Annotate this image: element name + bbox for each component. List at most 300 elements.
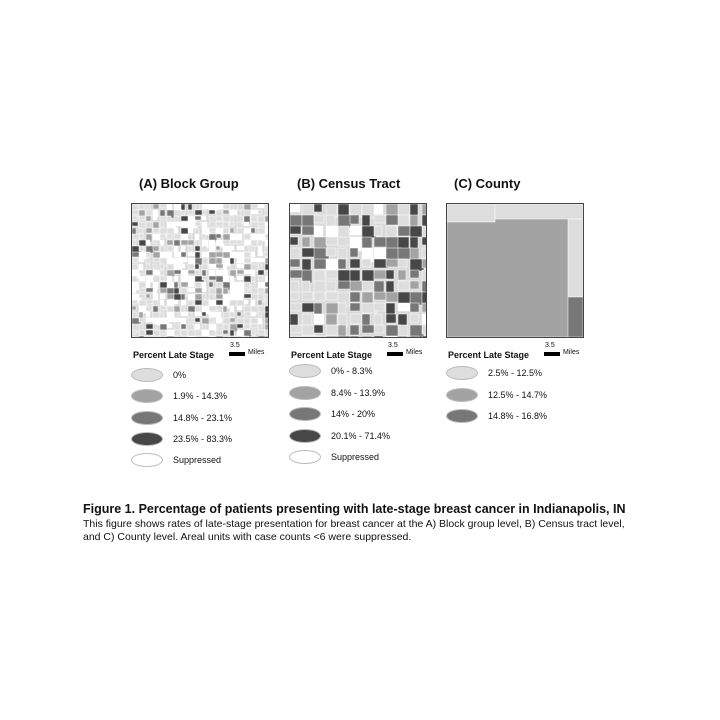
block-group-unit: [258, 318, 262, 324]
legend-swatch: [289, 450, 321, 464]
block-group-unit: [202, 330, 209, 336]
block-group-unit: [237, 222, 242, 228]
figure-caption: [83, 502, 643, 544]
legend-swatch: [446, 388, 478, 402]
census-tract-unit: [422, 226, 426, 238]
block-group-unit: [153, 330, 160, 336]
block-group-unit: [139, 228, 143, 234]
block-group-unit: [265, 270, 268, 274]
census-tract-unit: [338, 248, 347, 259]
census-tract-unit: [326, 237, 338, 245]
panel-title: (B) Census Tract: [297, 176, 401, 191]
county-unit-south-east: [568, 297, 583, 337]
block-group-unit: [132, 288, 136, 293]
block-group-unit: [209, 330, 215, 336]
block-group-unit: [160, 270, 164, 275]
legend-swatch: [131, 453, 163, 467]
block-group-unit: [244, 246, 249, 252]
census-tract-unit: [290, 204, 300, 212]
block-group-unit: [132, 222, 138, 226]
block-group-unit: [139, 234, 144, 238]
block-group-unit: [223, 210, 229, 214]
census-tract-unit: [350, 303, 360, 311]
block-group-unit: [139, 204, 144, 210]
block-group-unit: [153, 246, 159, 251]
block-group-unit: [139, 276, 145, 281]
block-group-unit: [167, 246, 174, 251]
block-group-unit: [160, 204, 167, 208]
block-group-unit: [160, 336, 167, 337]
block-group-unit: [160, 264, 164, 269]
block-group-unit: [216, 294, 223, 299]
block-group-unit: [160, 276, 165, 281]
census-tract-unit: [326, 292, 339, 300]
census-tract-unit: [314, 281, 326, 293]
block-group-unit: [181, 330, 187, 336]
block-group-choropleth: [132, 204, 268, 337]
block-group-unit: [223, 324, 229, 330]
census-tract-unit: [326, 281, 336, 291]
scale-bar: [229, 342, 289, 362]
block-group-unit: [160, 222, 164, 227]
census-tract-unit: [410, 336, 419, 337]
block-group-unit: [139, 216, 145, 220]
legend-swatch: [131, 389, 163, 403]
legend-label: 1.9% - 14.3%: [173, 391, 228, 401]
block-group-unit: [202, 210, 206, 215]
block-group-unit: [258, 246, 262, 252]
block-group-unit: [202, 294, 206, 299]
census-tract-unit: [290, 314, 298, 326]
block-group-unit: [181, 234, 188, 240]
census-tract-unit: [374, 270, 387, 279]
census-tract-unit: [326, 226, 338, 238]
block-group-unit: [230, 312, 234, 317]
census-tract-unit: [386, 270, 394, 279]
scale-unit: Miles: [406, 349, 423, 356]
block-group-unit: [146, 258, 150, 264]
block-group-unit: [209, 336, 215, 337]
legend-label: 8.4% - 13.9%: [331, 388, 386, 398]
block-group-unit: [230, 336, 236, 337]
block-group-unit: [230, 246, 234, 250]
census-tract-unit: [422, 204, 426, 215]
block-group-unit: [265, 324, 268, 330]
scale-bar: [387, 342, 447, 362]
block-group-unit: [174, 276, 178, 281]
census-tract-unit: [314, 314, 324, 324]
county-choropleth: [447, 204, 583, 337]
block-group-unit: [209, 312, 216, 317]
census-tract-unit: [386, 303, 395, 314]
block-group-unit: [146, 312, 150, 317]
census-tract-unit: [410, 281, 419, 289]
block-group-unit: [174, 288, 179, 294]
legend-label: Suppressed: [173, 455, 222, 465]
block-group-unit: [223, 276, 229, 282]
block-group-unit: [258, 270, 264, 275]
county-unit-main: [447, 204, 583, 337]
block-group-unit: [265, 300, 268, 306]
census-tract-unit: [422, 314, 426, 324]
census-tract-unit: [302, 281, 310, 292]
block-group-unit: [174, 234, 181, 239]
block-group-unit: [230, 228, 234, 233]
census-tract-unit: [422, 270, 426, 282]
block-group-unit: [174, 330, 180, 335]
legend-item: [289, 364, 449, 380]
legend-swatch: [131, 411, 163, 425]
block-group-unit: [160, 234, 166, 238]
block-group-unit: [251, 312, 256, 316]
block-group-unit: [223, 330, 228, 334]
block-group-unit: [202, 216, 206, 220]
census-tract-unit: [422, 237, 426, 245]
block-group-unit: [258, 312, 262, 316]
block-group-unit: [216, 234, 221, 238]
census-tract-unit: [302, 259, 311, 271]
block-group-unit: [265, 336, 268, 337]
census-tract-unit: [350, 336, 359, 337]
legend-swatch: [446, 409, 478, 423]
scale-bar-line: [229, 352, 245, 356]
block-group-unit: [237, 240, 242, 244]
census-tract-unit: [398, 237, 409, 249]
census-tract-unit: [350, 292, 360, 302]
census-tract-unit: [422, 303, 426, 312]
block-group-unit: [153, 270, 160, 275]
census-tract-unit: [374, 325, 384, 333]
block-group-unit: [258, 288, 264, 292]
block-group-unit: [251, 216, 257, 222]
census-tract-unit: [350, 259, 360, 268]
block-group-unit: [153, 234, 160, 240]
census-tract-unit: [374, 303, 385, 311]
legend-label: 14.8% - 23.1%: [173, 413, 233, 423]
block-group-unit: [258, 204, 264, 208]
census-tract-unit: [374, 292, 386, 300]
block-group-unit: [265, 282, 268, 287]
block-group-unit: [216, 300, 223, 305]
block-group-unit: [195, 246, 200, 251]
block-group-unit: [153, 216, 157, 220]
block-group-unit: [223, 228, 229, 234]
block-group-unit: [146, 240, 150, 245]
block-group-unit: [216, 312, 221, 318]
block-group-unit: [132, 306, 136, 310]
legend-title: Percent Late Stage: [291, 350, 373, 360]
block-group-unit: [223, 270, 228, 276]
census-tract-unit: [302, 325, 315, 335]
county-unit-east: [568, 219, 583, 297]
block-group-unit: [237, 276, 243, 280]
block-group-unit: [209, 318, 214, 323]
census-tract-unit: [314, 303, 322, 314]
block-group-unit: [202, 336, 208, 337]
scale-value: 3.5: [388, 342, 398, 349]
census-tract-unit: [398, 281, 410, 290]
block-group-unit: [265, 228, 268, 234]
block-group-unit: [181, 258, 187, 262]
legend-item: [131, 368, 291, 384]
block-group-unit: [132, 216, 138, 220]
block-group-unit: [146, 228, 152, 233]
block-group-unit: [146, 294, 150, 298]
block-group-unit: [258, 252, 263, 256]
block-group-unit: [160, 330, 166, 334]
block-group-unit: [188, 210, 193, 215]
census-tract-unit: [422, 325, 426, 334]
block-group-unit: [139, 336, 144, 337]
block-group-unit: [160, 306, 166, 310]
block-group-unit: [251, 330, 256, 335]
block-group-unit: [181, 246, 185, 252]
legend-item: [446, 388, 606, 404]
block-group-unit: [244, 204, 251, 210]
census-tract-unit: [362, 292, 373, 303]
block-group-unit: [139, 294, 145, 298]
panel-title: (A) Block Group: [139, 176, 239, 191]
block-group-unit: [188, 228, 193, 233]
block-group-unit: [195, 300, 202, 305]
block-group-unit: [251, 228, 255, 233]
census-tract-unit: [338, 303, 346, 314]
block-group-unit: [251, 282, 255, 286]
block-group-unit: [181, 222, 188, 227]
block-group-unit: [195, 264, 199, 269]
block-group-unit: [223, 264, 227, 270]
block-group-unit: [188, 204, 192, 210]
block-group-unit: [139, 258, 144, 262]
block-group-unit: [132, 300, 138, 304]
block-group-unit: [265, 222, 268, 227]
block-group-unit: [244, 324, 250, 329]
legend-label: 2.5% - 12.5%: [488, 368, 543, 378]
county-map: [446, 203, 584, 338]
census-tract-unit: [362, 259, 371, 267]
census-tract-unit: [326, 314, 337, 325]
block-group-unit: [237, 324, 243, 328]
legend-label: 12.5% - 14.7%: [488, 390, 548, 400]
block-group-unit: [251, 246, 255, 251]
scale-unit: Miles: [248, 349, 265, 356]
block-group-unit: [146, 252, 150, 257]
census-tract-unit: [410, 303, 419, 312]
census-tract-unit: [338, 336, 350, 337]
block-group-unit: [153, 324, 157, 330]
legend-swatch: [289, 386, 321, 400]
census-tract-unit: [386, 314, 396, 323]
block-group-unit: [202, 312, 206, 316]
block-group-unit: [167, 216, 171, 222]
block-group-unit: [146, 216, 151, 221]
block-group-unit: [216, 318, 222, 323]
census-tract-unit: [398, 336, 407, 337]
block-group-unit: [167, 234, 172, 239]
block-group-unit: [244, 336, 249, 337]
legend-item: [131, 453, 291, 469]
block-group-unit: [139, 246, 144, 251]
census-tract-unit: [386, 336, 397, 337]
block-group-unit: [181, 324, 186, 329]
block-group-unit: [258, 210, 262, 214]
block-group-unit: [251, 252, 255, 257]
block-group-unit: [216, 216, 222, 221]
census-tract-map: [289, 203, 427, 338]
block-group-unit: [160, 216, 167, 220]
caption-body: This figure shows rates of late-stage presentation for breast cancer at the A) Block group level, B) Census tract level, and C) County level. Areal units with case counts <6 were suppressed.: [83, 518, 625, 543]
block-group-unit: [174, 204, 181, 210]
census-tract-unit: [398, 226, 410, 236]
census-tract-unit: [290, 281, 299, 293]
block-group-unit: [265, 318, 268, 324]
block-group-unit: [146, 306, 152, 311]
block-group-unit: [132, 240, 136, 245]
legend-item: [131, 389, 291, 405]
census-tract-unit: [314, 215, 324, 223]
scale-value: 3.5: [545, 342, 555, 349]
block-group-unit: [223, 336, 230, 337]
block-group-unit: [153, 204, 159, 209]
scale-bar-line: [544, 352, 560, 356]
block-group-unit: [139, 240, 146, 246]
legend-item: [131, 432, 291, 448]
census-tract-unit: [326, 303, 339, 314]
block-group-unit: [188, 282, 194, 287]
block-group-map: [131, 203, 269, 338]
caption-title: Figure 1. Percentage of patients presenting with late-stage breast cancer in Indianapolis, IN: [83, 502, 626, 516]
legend-swatch: [131, 368, 163, 382]
legend-item: [289, 429, 449, 445]
block-group-unit: [167, 324, 172, 328]
legend-item: [446, 366, 606, 382]
census-tract-unit: [314, 226, 323, 238]
legend-label: 0%: [173, 370, 187, 380]
block-group-unit: [209, 240, 215, 246]
legend-label: 20.1% - 71.4%: [331, 431, 391, 441]
block-group-unit: [132, 336, 136, 337]
block-group-unit: [153, 258, 160, 262]
block-group-unit: [230, 330, 234, 336]
census-tract-unit: [338, 259, 346, 269]
census-tract-unit: [338, 281, 351, 289]
block-group-unit: [251, 336, 255, 337]
census-tract-unit: [314, 336, 327, 337]
census-tract-unit: [410, 270, 419, 278]
block-group-unit: [237, 306, 242, 310]
block-group-unit: [174, 324, 180, 330]
legend-swatch: [289, 364, 321, 378]
legend-item: [289, 407, 449, 423]
block-group-unit: [244, 228, 251, 233]
block-group-unit: [181, 264, 185, 268]
scale-unit: Miles: [563, 349, 580, 356]
block-group-unit: [258, 300, 262, 305]
block-group-unit: [174, 300, 178, 304]
block-group-unit: [237, 312, 241, 316]
block-group-unit: [265, 252, 268, 257]
legend-item: [289, 450, 449, 466]
block-group-unit: [195, 204, 200, 210]
block-group-unit: [139, 210, 145, 216]
census-tract-unit: [314, 325, 323, 333]
census-tract-unit: [302, 237, 310, 247]
census-tract-unit: [290, 237, 298, 245]
block-group-unit: [188, 336, 195, 337]
block-group-unit: [160, 324, 167, 330]
block-group-unit: [244, 234, 251, 239]
legend-label: 0% - 8.3%: [331, 366, 373, 376]
block-group-unit: [188, 240, 194, 245]
block-group-unit: [244, 252, 250, 258]
block-group-unit: [216, 330, 223, 335]
legend-swatch: [289, 429, 321, 443]
census-tract-unit: [338, 226, 349, 238]
block-group-unit: [195, 216, 201, 220]
block-group-unit: [265, 276, 268, 282]
block-group-unit: [258, 276, 263, 280]
block-group-unit: [202, 264, 208, 270]
block-group-unit: [174, 312, 179, 318]
census-tract-unit: [290, 259, 300, 267]
block-group-unit: [188, 270, 195, 274]
scale-value: 3.5: [230, 342, 240, 349]
county-unit-north-west: [447, 204, 495, 222]
block-group-unit: [160, 294, 165, 299]
legend-label: 14% - 20%: [331, 409, 376, 419]
block-group-unit: [216, 270, 223, 275]
block-group-unit: [153, 240, 157, 244]
block-group-unit: [167, 330, 174, 336]
census-tract-unit: [326, 248, 336, 256]
block-group-unit: [244, 300, 248, 304]
block-group-unit: [188, 318, 195, 322]
census-tract-unit: [350, 248, 358, 257]
census-tract-unit: [422, 336, 426, 337]
census-tract-unit: [314, 270, 325, 282]
block-group-unit: [265, 288, 268, 294]
block-group-unit: [174, 228, 178, 233]
block-group-unit: [251, 276, 255, 282]
block-group-unit: [209, 228, 216, 232]
panel-title: (C) County: [454, 176, 521, 191]
block-group-unit: [209, 216, 214, 220]
census-tract-unit: [398, 270, 406, 280]
legend-item: [289, 386, 449, 402]
block-group-unit: [230, 222, 234, 226]
census-tract-unit: [386, 259, 399, 267]
census-tract-unit: [314, 292, 325, 301]
block-group-unit: [202, 234, 206, 239]
block-group-unit: [174, 336, 178, 337]
census-tract-unit: [326, 270, 339, 279]
legend-item: [131, 411, 291, 427]
block-group-unit: [146, 210, 152, 216]
legend-label: 23.5% - 83.3%: [173, 434, 233, 444]
census-tract-unit: [302, 292, 313, 300]
block-group-unit: [265, 234, 268, 238]
block-group-unit: [202, 288, 206, 292]
scale-bar: [544, 342, 604, 362]
block-group-unit: [251, 324, 258, 328]
block-group-unit: [181, 252, 186, 257]
block-group-unit: [195, 306, 200, 312]
census-tract-unit: [422, 292, 426, 304]
block-group-unit: [195, 318, 200, 322]
census-tract-unit: [398, 303, 411, 311]
block-group-unit: [174, 246, 178, 252]
block-group-unit: [146, 270, 153, 275]
